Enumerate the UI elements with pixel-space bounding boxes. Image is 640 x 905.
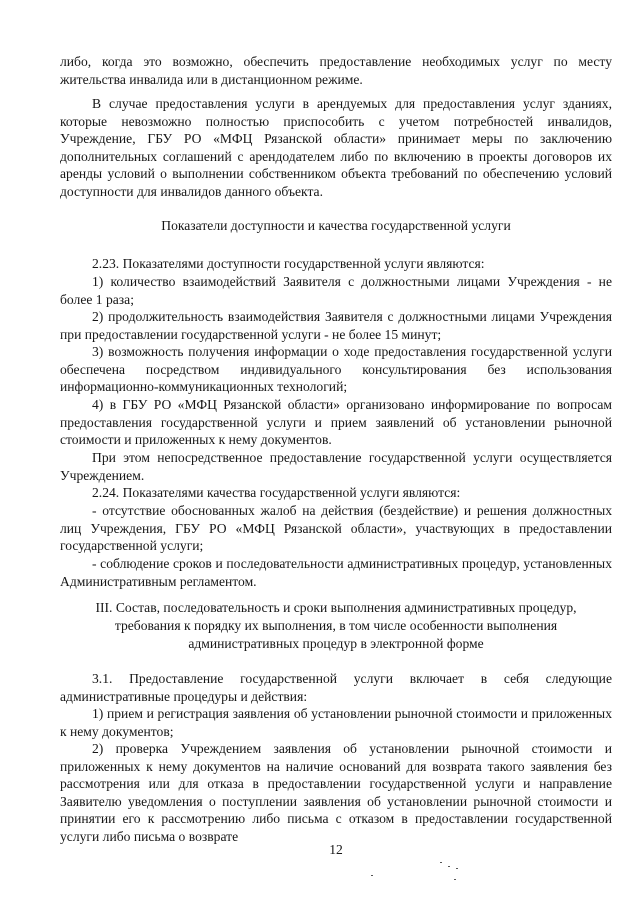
heading-indicators: Показатели доступности и качества государственной услуги: [161, 218, 511, 233]
heading-section-3-line-3: административных процедур в электронной форме: [188, 636, 484, 651]
paragraph-3-1: 3.1. Предоставление государственной услуги включает в себя следующие административные процедуры и действия:: [60, 671, 612, 704]
paragraph-2-23: 2.23. Показателями доступности государственной услуги являются:: [92, 256, 485, 271]
paragraph-2-24-2: - соблюдение сроков и последовательности административных процедур, установленных Административным регламентом.: [60, 556, 612, 589]
page-number: 12: [329, 842, 343, 857]
paragraph-2-23-1: 1) количество взаимодействий Заявителя с должностными лицами Учреждения - не более 1 раза;: [60, 274, 612, 307]
paragraph-3-1-1: 1) прием и регистрация заявления об установлении рыночной стоимости и приложенных к нему документов;: [60, 706, 612, 739]
heading-section-3-line-1: III. Состав, последовательность и сроки выполнения административных процедур,: [95, 600, 577, 615]
paragraph-top: либо, когда это возможно, обеспечить предоставление необходимых услуг по месту жительства инвалида или в дистанционном режиме.: [60, 54, 612, 87]
paragraph-2-24-1: - отсутствие обоснованных жалоб на действия (бездействие) и решения должностных лиц Учреждения, ГБУ РО «МФЦ Рязанской области», участвующих в предоставлении государственной услуги;: [60, 503, 612, 554]
paragraph-2-23-4: 4) в ГБУ РО «МФЦ Рязанской области» организовано информирование по вопросам предоставления государственной услуги и прием заявлений об установлении рыночной стоимости и приложенных к нему документов.: [60, 397, 612, 448]
paragraph-2-23-2: 2) продолжительность взаимодействия Заявителя с должностными лицами Учреждения при предоставлении государственной услуги - не более 15 минут;: [60, 309, 612, 342]
paragraph-2-24: 2.24. Показателями качества государственной услуги являются:: [92, 485, 461, 500]
paragraph-3-1-2: 2) проверка Учреждением заявления об установлении рыночной стоимости и приложенных к нему документов на наличие оснований для возврата такого заявления без рассмотрения или для отказа в предоставлении государственной услуги и направление Заявителю уведомления о поступлении заявления об установлении рыночной стоимости и принятии его к рассмотрению либо письма с отказом в предоставлении государственной услуги либо письма о возврате: [60, 741, 612, 844]
paragraph-2-23-3: 3) возможность получения информации о ходе предоставления государственной услуги обеспечена посредством индивидуального консультирования без использования информационно-коммуникационных технологий;: [60, 344, 612, 395]
paragraph-direct: При этом непосредственное предоставление государственной услуги осуществляется Учреждением.: [60, 450, 612, 483]
heading-section-3-line-2: требования к порядку их выполнения, в том числе особенности выполнения: [114, 618, 558, 633]
paragraph-rent: В случае предоставления услуги в арендуемых для предоставления услуг зданиях, которые невозможно полностью приспособить с учетом потребностей инвалидов, Учреждение, ГБУ РО «МФЦ Рязанской области» принимает меры по заключению дополнительных соглашений с арендодателем либо по включению в проекты договоров их аренды условий о выполнении собственником объекта требований по обеспечению условий доступности для инвалидов данного объекта.: [60, 96, 612, 199]
